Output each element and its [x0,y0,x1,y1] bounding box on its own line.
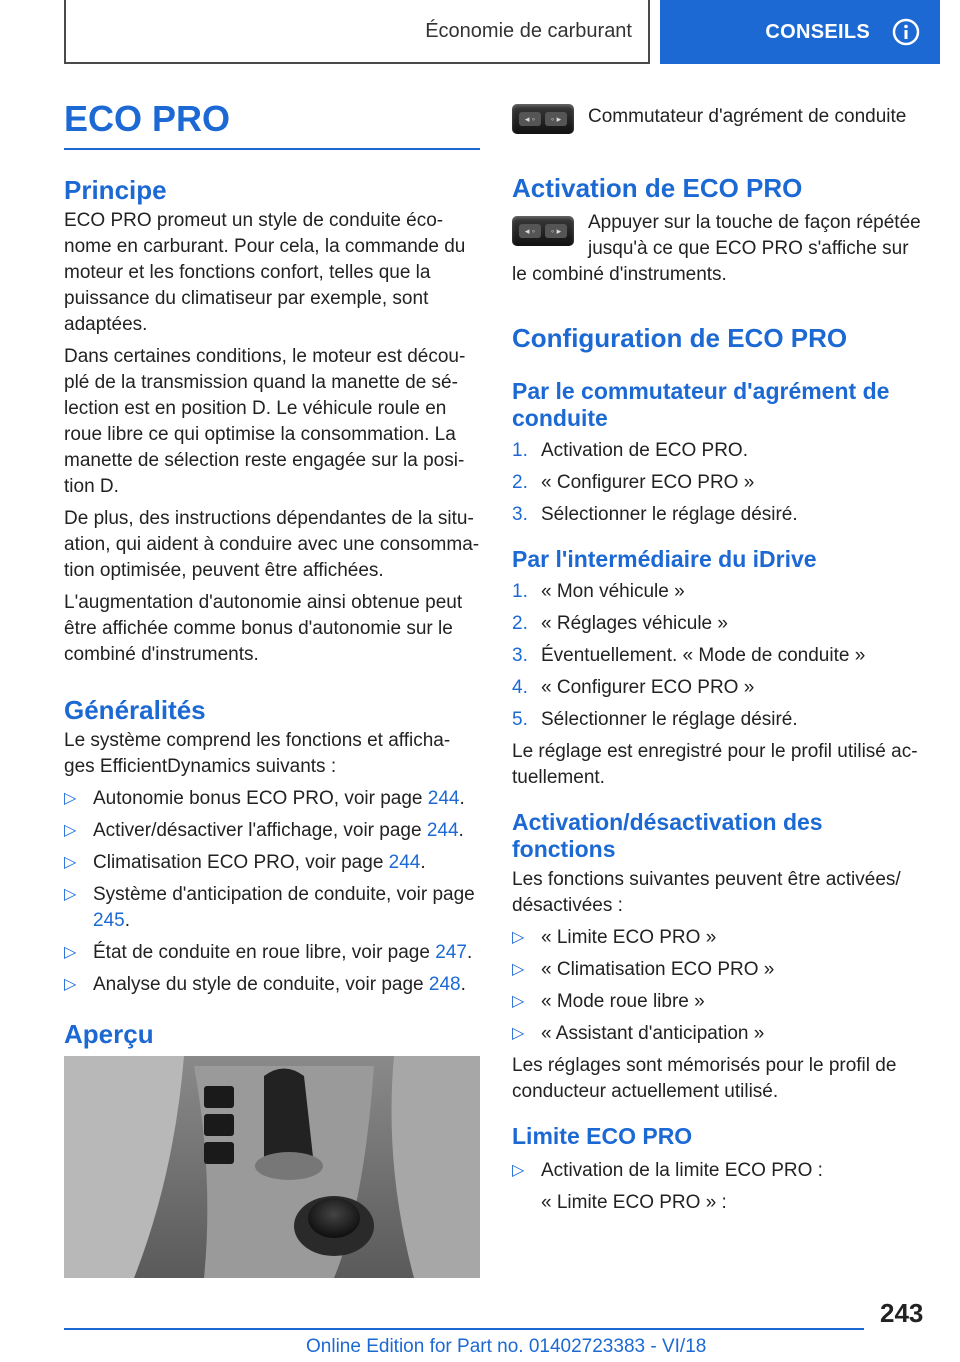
page-link[interactable]: 248 [428,974,461,995]
right-column [512,104,926,1216]
bullet-triangle-icon: ▷ [64,822,77,839]
bullet-triangle-icon: ▷ [512,929,525,946]
list-item: 3. Éventuellement. « Mode de conduite » [512,645,866,666]
page-link[interactable]: 244 [427,788,460,809]
paragraph: Appuyer sur la touche de façon répétée jusqu'à ce que ECO PRO s'affiche sur le combiné d'instruments. [512,212,921,285]
page-link[interactable]: 244 [426,820,459,841]
heading-generalites: Généralités [64,695,206,725]
list-item: ▷ « Limite ECO PRO » [512,925,926,951]
bullet-triangle-icon: ▷ [512,1025,525,1042]
bullet-triangle-icon: ▷ [64,790,77,807]
feature-list [64,786,480,998]
bullet-triangle-icon: ▷ [64,886,77,903]
list-subitem: « Limite ECO PRO » : [541,1192,727,1213]
functions-list [512,925,926,1047]
header-chapter-label: CONSEILS [765,20,870,43]
header-chapter-tab[interactable] [660,0,940,64]
list-item: ▷ « Assistant d'anticipation » [512,1021,926,1047]
heading-idrive: Par l'intermédiaire du iDrive [512,546,817,572]
page-link[interactable]: 244 [388,852,421,873]
bullet-triangle-icon: ▷ [512,961,525,978]
page-number: 243 [880,1298,924,1328]
left-column [64,98,480,1050]
paragraph: Le réglage est enregistré pour le profil utilisé ac-tuellement. [512,741,918,788]
page-link[interactable]: 247 [435,942,467,963]
switch-caption: Commutateur d'agrément de conduite [588,106,907,127]
heading-principe: Principe [64,175,167,205]
driving-switch-icon: ◂ ◦ ◦ ▸ [512,216,574,246]
activation-block [512,210,926,288]
footer-divider [64,1328,864,1330]
bullet-triangle-icon: ▷ [512,1162,525,1179]
heading-fonctions: Activation/désactivation des fonctions [512,809,823,862]
page-link[interactable]: 245 [93,910,125,931]
page-title: ECO PRO [64,98,480,150]
list-item: 1. Activation de ECO PRO. [512,440,748,461]
footer-edition: Online Edition for Part no. 01402723383 - VI/18 [306,1336,707,1357]
driving-switch-icon: ◂ ◦ ◦ ▸ [512,104,574,134]
info-icon [892,18,920,46]
list-item: ▷ État de conduite en roue libre, voir page 247. [64,940,480,966]
heading-configuration: Configuration de ECO PRO [512,323,848,353]
heading-apercu: Aperçu [64,1019,154,1049]
heading-limite: Limite ECO PRO [512,1123,693,1149]
list-item: ▷ « Climatisation ECO PRO » [512,957,926,983]
list-item: ▷ Climatisation ECO PRO, voir page 244. [64,850,480,876]
switch-caption-row [512,104,926,134]
paragraph: Les réglages sont mémorisés pour le profil de conducteur actuellement utilisé. [512,1055,897,1102]
limite-list [512,1158,926,1216]
paragraph: L'augmentation d'autonomie ainsi obtenue peut être affichée comme bonus d'autonomie sur le combiné d'instruments. [64,592,463,665]
list-item: ▷ Système d'anticipation de conduite, voir page 245. [64,882,480,934]
bullet-triangle-icon: ▷ [512,993,525,1010]
heading-commutateur: Par le commutateur d'agrément de conduite [512,378,890,431]
list-item: ▷ Activer/désactiver l'affichage, voir page 244. [64,818,480,844]
bullet-triangle-icon: ▷ [64,944,77,961]
steps-list [512,579,926,733]
paragraph: Le système comprend les fonctions et afficha-ges EfficientDynamics suivants : [64,730,451,777]
list-item: 4. « Configurer ECO PRO » [512,677,755,698]
header-section-label: Économie de carburant [425,19,632,42]
list-item: 5. Sélectionner le réglage désiré. [512,709,798,730]
list-item: ▷ Analyse du style de conduite, voir page 248. [64,972,480,998]
paragraph: Les fonctions suivantes peuvent être activées/ désactivées : [512,869,901,916]
header-section-title [64,0,650,64]
bullet-triangle-icon: ▷ [64,976,77,993]
list-item: 2. « Configurer ECO PRO » [512,472,755,493]
bullet-triangle-icon: ▷ [64,854,77,871]
list-item: ▷ Activation de la limite ECO PRO : [512,1158,926,1184]
list-item: 2. « Réglages véhicule » [512,613,728,634]
paragraph: Dans certaines conditions, le moteur est décou-plé de la transmission quand la manette de sé-lection est en position D. Le véhicule roule en roue libre ce qui optimise la consommation. La manette de sélection reste engagée sur la posi-tion D. [64,346,466,497]
heading-activation: Activation de ECO PRO [512,173,803,203]
center-console-photo [64,1056,480,1278]
list-item: ▷ Autonomie bonus ECO PRO, voir page 244. [64,786,480,812]
list-item: 3. Sélectionner le réglage désiré. [512,504,798,525]
paragraph: De plus, des instructions dépendantes de la situ-ation, qui aident à conduire avec une consomma-tion optimisée, peuvent être affichées. [64,508,480,581]
list-item: ▷ « Mode roue libre » [512,989,926,1015]
list-item: 1. « Mon véhicule » [512,581,685,602]
steps-list [512,438,926,528]
paragraph: ECO PRO promeut un style de conduite éco-nome en carburant. Pour cela, la commande du moteur et les fonctions confort, telles que la puissance du climatiseur par exemple, sont adaptées. [64,210,466,335]
